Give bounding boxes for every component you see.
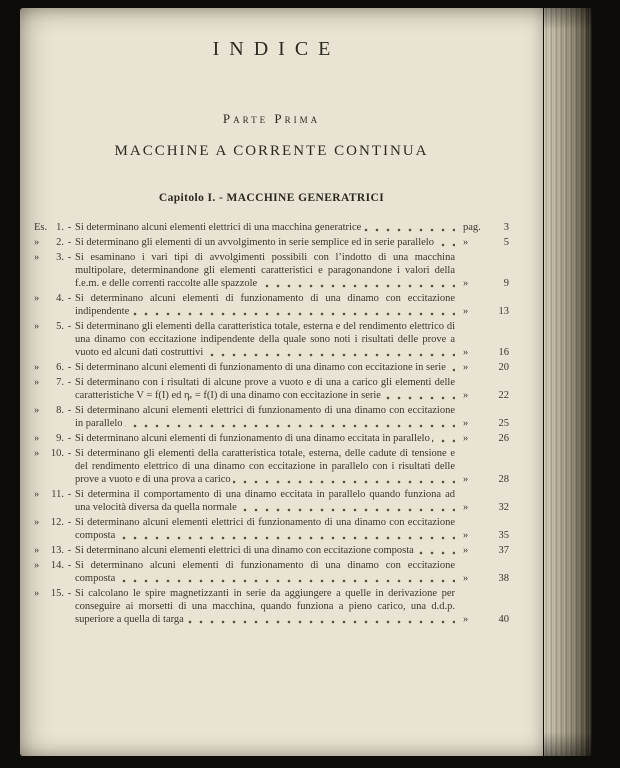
entry-page-label: » <box>463 545 469 556</box>
entry-marker-group <box>34 376 64 389</box>
entry-marker-group <box>34 404 64 417</box>
entry-marker-group <box>34 587 64 600</box>
toc-entry-row <box>34 292 509 318</box>
entry-page-label: » <box>463 278 469 289</box>
entry-page-number: 38 <box>498 573 509 584</box>
entry-text-block <box>75 447 455 486</box>
entry-text-block <box>75 516 455 542</box>
toc-entry-row <box>34 376 509 402</box>
entry-marker: » <box>34 252 40 263</box>
entry-number: 12. <box>50 517 64 528</box>
entry-marker: » <box>34 293 40 304</box>
entry-page-group <box>463 361 509 374</box>
entry-marker-group <box>34 488 64 501</box>
entry-page-group <box>463 417 509 430</box>
entry-separator: - <box>67 252 72 263</box>
entry-separator: - <box>67 545 72 556</box>
entry-text-block <box>75 559 455 585</box>
entry-page-group <box>463 277 509 290</box>
entry-marker: Es. <box>34 222 48 233</box>
entry-number: 8. <box>56 405 64 416</box>
entry-marker: » <box>34 237 40 248</box>
toc-entry-row <box>34 221 509 234</box>
entry-page-number: 35 <box>498 530 509 541</box>
entry-marker: » <box>34 545 40 556</box>
entry-separator: - <box>67 377 72 388</box>
entry-page-number: 3 <box>503 222 509 233</box>
entry-text: Si calcolano le spire magnetizzanti in serie da aggiungere a quelle in derivazione per conseguire ai morsetti di una macchina, quando funziona a pieno carico, una d.d.p. superiore a quella di targa <box>75 588 455 625</box>
entry-text-block <box>75 488 455 514</box>
entry-text: Si determinano gli elementi di un avvolgimento in serie semplice ed in serie parallelo <box>75 237 434 248</box>
entry-marker-group <box>34 559 64 572</box>
entry-page-group <box>463 236 509 249</box>
entry-number: 15. <box>50 588 64 599</box>
entry-separator: - <box>67 321 72 332</box>
toc-entry-row <box>34 559 509 585</box>
chapter-heading: Capitolo I. - MACCHINE GENERATRICI <box>158 192 385 204</box>
entry-text-block <box>75 251 455 290</box>
toc-entry-row <box>34 236 509 249</box>
entry-number: 1. <box>56 222 64 233</box>
entry-page-number: 9 <box>503 278 509 289</box>
entry-page-label: » <box>463 306 469 317</box>
entry-text: Si determinano gli elementi della caratteristica totale, esterna e del rendimento elettrico di una dinamo con eccitazione indipendente della quale sono noti i risultati delle prove a vuoto ed alcuni dati costruttivi <box>75 321 455 358</box>
entry-separator: - <box>67 517 72 528</box>
toc-entry-row <box>34 447 509 486</box>
entry-page-group <box>463 305 509 318</box>
entry-page-group <box>463 346 509 359</box>
entry-marker-group <box>34 447 64 460</box>
toc-title: INDICE <box>212 38 341 60</box>
entry-text-block <box>75 292 455 318</box>
entry-marker-group <box>34 361 64 374</box>
entry-marker-group <box>34 236 64 249</box>
entry-text-block <box>75 236 455 249</box>
entry-page-label: » <box>463 614 469 625</box>
entry-separator: - <box>67 489 72 500</box>
toc-entry-row <box>34 432 509 445</box>
entry-page-number: 32 <box>498 502 509 513</box>
entry-page-number: 22 <box>498 390 509 401</box>
entry-page-label: » <box>463 390 469 401</box>
toc-entries <box>34 221 509 626</box>
entry-text: Si determinano alcuni elementi di funzionamento di una dinamo con eccitazione indipendente <box>75 293 455 317</box>
entry-marker-group <box>34 516 64 529</box>
entry-page-label: » <box>463 474 469 485</box>
entry-number: 9. <box>56 433 64 444</box>
entry-text-block <box>75 432 455 445</box>
entry-page-group <box>463 501 509 514</box>
entry-number: 5. <box>56 321 64 332</box>
entry-page-group <box>463 613 509 626</box>
entry-marker-group <box>34 292 64 305</box>
entry-separator: - <box>67 405 72 416</box>
entry-marker: » <box>34 489 40 500</box>
entry-page-number: 28 <box>498 474 509 485</box>
entry-text-block <box>75 221 455 234</box>
entry-page-group <box>463 389 509 402</box>
entry-page-number: 37 <box>498 545 509 556</box>
entry-separator: - <box>67 362 72 373</box>
entry-number: 13. <box>50 545 64 556</box>
entry-page-number: 25 <box>498 418 509 429</box>
entry-separator: - <box>67 560 72 571</box>
entry-marker: » <box>34 588 40 599</box>
entry-page-number: 13 <box>498 306 509 317</box>
entry-separator: - <box>67 237 72 248</box>
book-page <box>20 8 543 756</box>
entry-text: Si determinano gli elementi della caratteristica totale, esterna, delle cadute di tensione e del rendimento elettrico di una dinamo con eccitazione in parallelo con i risultati delle prove a vuoto e di una prova a carico <box>75 448 455 485</box>
entry-number: 7. <box>56 377 64 388</box>
entry-number: 6. <box>56 362 64 373</box>
entry-text: Si esaminano i vari tipi di avvolgimenti possibili con l’indotto di una macchina multipolare, determinandone gli elementi caratteristici e paragonandone i valori della f.e.m. e delle correnti raccolte alle spazzole <box>75 252 455 289</box>
entry-text-block <box>75 320 455 359</box>
entry-page-group <box>463 529 509 542</box>
entry-page-label: » <box>463 502 469 513</box>
entry-text: Si determinano alcuni elementi elettrici di funzionamento di una dinamo con eccitazione composta <box>75 517 455 541</box>
entry-marker: » <box>34 362 40 373</box>
part-heading: Parte Prima <box>222 111 321 126</box>
entry-page-label: pag. <box>463 222 481 233</box>
entry-marker: » <box>34 448 40 459</box>
entry-text-block <box>75 404 455 430</box>
entry-marker: » <box>34 321 40 332</box>
entry-separator: - <box>67 433 72 444</box>
entry-page-group <box>463 473 509 486</box>
entry-page-label: » <box>463 433 469 444</box>
entry-number: 11. <box>51 489 64 500</box>
entry-number: 2. <box>56 237 64 248</box>
entry-text: Si determinano alcuni elementi elettrici di una dinamo con eccitazione composta <box>75 545 414 556</box>
section-heading: MACCHINE A CORRENTE CONTINUA <box>114 143 429 159</box>
entry-page-number: 5 <box>503 237 509 248</box>
entry-page-label: » <box>463 573 469 584</box>
toc-entry-row <box>34 516 509 542</box>
entry-separator: - <box>67 588 72 599</box>
toc-entry-row <box>34 361 509 374</box>
entry-number: 3. <box>56 252 64 263</box>
entry-text-block <box>75 361 455 374</box>
entry-marker-group <box>34 251 64 264</box>
toc-entry-row <box>34 544 509 557</box>
entry-number: 10. <box>50 448 64 459</box>
entry-separator: - <box>67 293 72 304</box>
entry-marker-group <box>34 432 64 445</box>
entry-page-number: 20 <box>498 362 509 373</box>
entry-page-number: 26 <box>498 433 509 444</box>
entry-marker-group <box>34 544 64 557</box>
book-fore-edge-pages <box>543 8 592 756</box>
entry-page-label: » <box>463 362 469 373</box>
entry-marker: » <box>34 377 40 388</box>
entry-page-group <box>463 572 509 585</box>
entry-page-number: 40 <box>498 614 509 625</box>
entry-number: 4. <box>56 293 64 304</box>
entry-text: Si determinano alcuni elementi elettrici di una macchina generatrice <box>75 222 362 233</box>
entry-text-block <box>75 544 455 557</box>
entry-separator: - <box>67 222 72 233</box>
entry-page-group <box>463 432 509 445</box>
entry-page-label: » <box>463 237 469 248</box>
toc-entry-row <box>34 404 509 430</box>
toc-entry-row <box>34 587 509 626</box>
entry-marker: » <box>34 433 40 444</box>
entry-page-group <box>463 221 509 234</box>
entry-page-label: » <box>463 530 469 541</box>
toc-entry-row <box>34 488 509 514</box>
entry-page-group <box>463 544 509 557</box>
entry-text: Si determinano alcuni elementi di funzionamento di una dinamo con eccitazione in serie <box>75 362 446 373</box>
entry-marker: » <box>34 517 40 528</box>
entry-page-label: » <box>463 418 469 429</box>
entry-page-label: » <box>463 347 469 358</box>
entry-marker: » <box>34 405 40 416</box>
entry-page-number: 16 <box>498 347 509 358</box>
entry-text: Si determina il comportamento di una dinamo eccitata in parallelo quando funziona ad una velocità diversa da quella normale <box>75 489 455 513</box>
entry-text: Si determinano alcuni elementi di funzionamento di una dinamo con eccitazione composta <box>75 560 455 584</box>
entry-text-block <box>75 587 455 626</box>
entry-text: Si determinano alcuni elementi di funzionamento di una dinamo eccitata in parallelo <box>75 433 430 444</box>
entry-separator: - <box>67 448 72 459</box>
entry-text: Si determinano con i risultati di alcune prove a vuoto e di una a carico gli elementi delle caratteristiche V = f(I) ed ηₑ = f(I) di una dinamo con eccitazione in serie <box>75 377 455 401</box>
entry-marker-group <box>34 320 64 333</box>
entry-text-block <box>75 376 455 402</box>
entry-marker: » <box>34 560 40 571</box>
entry-number: 14. <box>50 560 64 571</box>
entry-text: Si determinano alcuni elementi elettrici di funzionamento di una dinamo con eccitazione in parallelo <box>75 405 455 429</box>
entry-marker-group <box>34 221 64 234</box>
toc-entry-row <box>34 320 509 359</box>
toc-entry-row <box>34 251 509 290</box>
